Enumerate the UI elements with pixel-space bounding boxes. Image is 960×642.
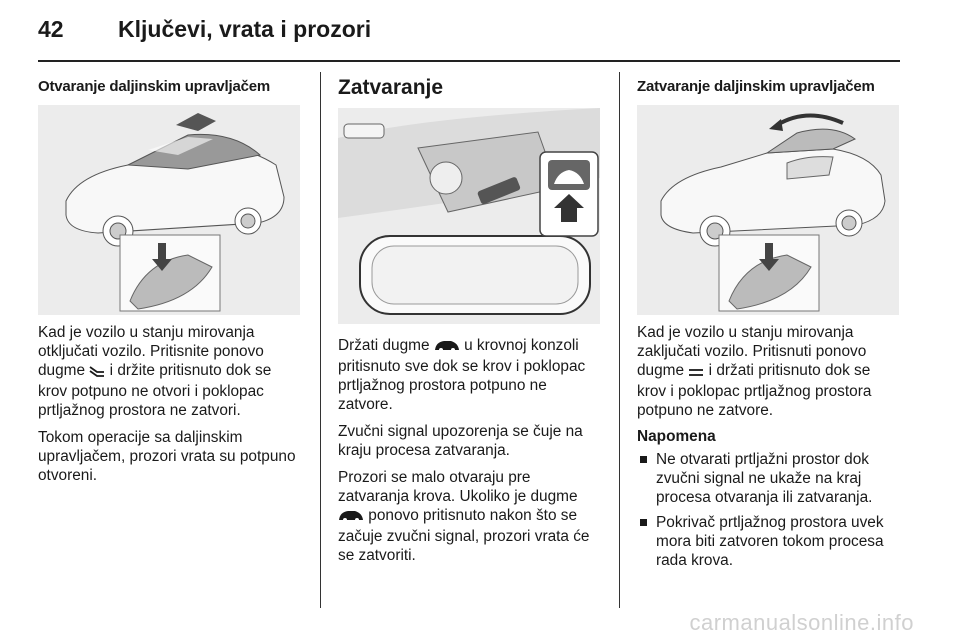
section-heading-opening-remote: Otvaranje daljinskim upravljačem (38, 78, 271, 95)
roof-car-icon (434, 338, 460, 357)
roof-open-icon (89, 363, 105, 382)
column-closing-remote (637, 70, 899, 576)
note-item: Pokrivač prtljažnog prostora uvek mora biti zatvoren tokom procesa rada krova. (637, 513, 899, 570)
note-heading: Napomena (637, 428, 716, 445)
paragraph-windows-note: Tokom operacije sa daljinskim upravljačem, prozori vrata su potpuno otvoreni. (38, 429, 296, 484)
section-heading-closing-remote: Zatvaranje daljinskim upravljačem (637, 78, 875, 95)
roof-close-icon (688, 363, 704, 382)
note-list (637, 450, 899, 570)
column-divider-1 (320, 72, 321, 608)
page-number: 42 (38, 16, 64, 42)
paragraph-closing-remote-instructions: Kad je vozilo u stanju mirovanja zaključati vozilo. Pritisnuti ponovo dugme i držati pritisnuto dok se krov i poklopac prtljažnog prostora potpuno ne zatvore. (637, 324, 872, 419)
figure-roof-console (338, 108, 600, 324)
paragraph-closing-instructions: Držati dugme u krovnoj konzoli pritisnuto sve dok se krov i poklopac prtljažnog prostora potpuno ne zatvore. (338, 337, 586, 413)
watermark: carmanualsonline.info (689, 610, 914, 635)
page-title: Ključevi, vrata i prozori (118, 16, 372, 42)
paragraph-windows-closing: Prozori se malo otvaraju pre zatvaranja krova. Ukoliko je dugme ponovo pritisnuto nakon što se začuje zvučni signal, prozori vrata će se zatvoriti. (338, 469, 590, 564)
paragraph-opening-instructions: Kad je vozilo u stanju mirovanja otključati vozilo. Pritisnite ponovo dugme i držite pritisnuto dok se krov potpuno ne otvori i poklopac prtljažnog prostora ne zatvori. (38, 324, 272, 419)
column-divider-2 (619, 72, 620, 608)
column-closing (338, 70, 600, 565)
figure-car-roof-opening (38, 105, 300, 315)
section-heading-closing: Zatvaranje (338, 76, 444, 99)
roof-car-icon (338, 508, 364, 527)
figure-car-roof-closing (637, 105, 899, 315)
header-divider (38, 60, 900, 62)
column-opening-remote (38, 70, 300, 485)
paragraph-warning-signal: Zvučni signal upozorenja se čuje na kraju procesa zatvaranja. (338, 423, 583, 459)
note-item: Ne otvarati prtljažni prostor dok zvučni signal ne ukaže na kraj procesa otvaranja ili zatvaranja. (637, 450, 899, 507)
